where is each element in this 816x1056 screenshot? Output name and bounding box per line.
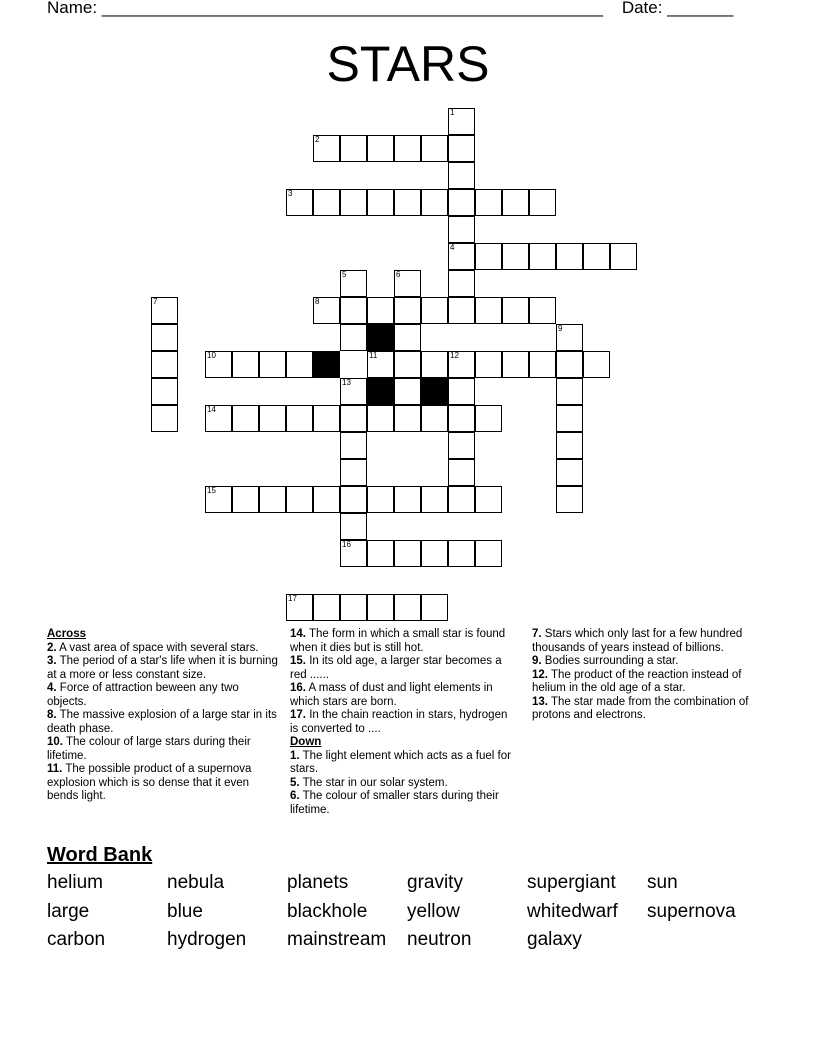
- clue-text: Stars which only last for a few hundred thousands of years instead of billions.: [532, 628, 743, 654]
- crossword-cell[interactable]: [205, 351, 232, 378]
- clue-number: 10.: [47, 736, 63, 748]
- clue-number: 3: [288, 189, 293, 198]
- clue-number: 5: [342, 270, 347, 279]
- crossword-cell[interactable]: [421, 405, 448, 432]
- crossword-cell[interactable]: [394, 297, 421, 324]
- crossword-cell[interactable]: [340, 486, 367, 513]
- down-clue: [532, 628, 764, 655]
- crossword-cell[interactable]: [259, 405, 286, 432]
- clue-text: The possible product of a supernova explosion which is so dense that it even bends light.: [47, 763, 252, 802]
- crossword-cell[interactable]: [394, 270, 421, 297]
- crossword-cell[interactable]: [313, 189, 340, 216]
- crossword-cell[interactable]: [367, 486, 394, 513]
- clue-number: 14.: [290, 628, 306, 640]
- crossword-cell[interactable]: [421, 189, 448, 216]
- crossword-cell[interactable]: [340, 270, 367, 297]
- crossword-cell[interactable]: [448, 270, 475, 297]
- crossword-cell[interactable]: [529, 297, 556, 324]
- word-bank-item: whitedwarf: [527, 900, 618, 922]
- across-clue: [290, 628, 514, 655]
- crossword-cell[interactable]: [394, 405, 421, 432]
- clue-number: 8: [315, 297, 320, 306]
- crossword-cell[interactable]: [421, 594, 448, 621]
- crossword-cell[interactable]: [259, 351, 286, 378]
- crossword-cell[interactable]: [151, 405, 178, 432]
- crossword-cell[interactable]: [448, 432, 475, 459]
- clue-number: 6: [396, 270, 401, 279]
- word-bank-item: nebula: [167, 872, 225, 893]
- crossword-cell[interactable]: [340, 405, 367, 432]
- crossword-cell[interactable]: [556, 351, 583, 378]
- crossword-cell[interactable]: [556, 405, 583, 432]
- word-bank-item: helium: [47, 872, 103, 893]
- clue-column-3: [532, 628, 764, 723]
- across-clue: [290, 709, 514, 736]
- crossword-cell[interactable]: [205, 486, 232, 513]
- crossword-cell[interactable]: [367, 405, 394, 432]
- down-heading: Down: [290, 736, 322, 748]
- clue-number: 10: [207, 351, 216, 360]
- crossword-cell[interactable]: [529, 189, 556, 216]
- crossword-cell[interactable]: [340, 135, 367, 162]
- clue-text: The colour of large stars during their lifetime.: [47, 736, 251, 762]
- crossword-black-cell: [313, 351, 340, 378]
- crossword-cell[interactable]: [340, 297, 367, 324]
- crossword-cell[interactable]: [367, 135, 394, 162]
- clue-text: The light element which acts as a fuel for stars.: [290, 749, 511, 775]
- clue-number: 1: [450, 108, 455, 117]
- clue-text: Bodies surrounding a star.: [541, 655, 679, 667]
- crossword-cell[interactable]: [448, 459, 475, 486]
- crossword-cell[interactable]: [232, 351, 259, 378]
- crossword-black-cell: [367, 378, 394, 405]
- crossword-cell[interactable]: [556, 324, 583, 351]
- crossword-cell[interactable]: [475, 297, 502, 324]
- crossword-cell[interactable]: [340, 459, 367, 486]
- down-clue: [532, 696, 764, 723]
- crossword-cell[interactable]: [475, 189, 502, 216]
- crossword-cell[interactable]: [286, 189, 313, 216]
- across-heading: Across: [47, 628, 86, 640]
- crossword-cell[interactable]: [394, 324, 421, 351]
- down-clue: [532, 669, 764, 696]
- word-bank-item: supergiant: [527, 872, 616, 893]
- crossword-cell[interactable]: [610, 243, 637, 270]
- crossword-cell[interactable]: [367, 297, 394, 324]
- crossword-cell[interactable]: [367, 189, 394, 216]
- down-clue: [290, 777, 514, 791]
- crossword-cell[interactable]: [151, 297, 178, 324]
- clue-text: The star in our solar system.: [299, 776, 448, 789]
- clue-text: The period of a star's life when it is burning at a more or less constant size.: [47, 655, 278, 681]
- word-bank-item: carbon: [47, 929, 106, 950]
- crossword-cell[interactable]: [448, 351, 475, 378]
- crossword-cell[interactable]: [448, 405, 475, 432]
- crossword-cell[interactable]: [286, 486, 313, 513]
- crossword-cell[interactable]: [394, 486, 421, 513]
- clue-number: 15: [207, 486, 216, 495]
- crossword-cell[interactable]: [502, 351, 529, 378]
- word-bank-item: yellow: [407, 900, 460, 922]
- down-clue: [290, 750, 514, 777]
- crossword-cell[interactable]: [286, 405, 313, 432]
- crossword-cell[interactable]: [394, 378, 421, 405]
- page-title: STARS: [326, 36, 490, 92]
- crossword-cell[interactable]: [448, 378, 475, 405]
- clue-text: In its old age, a larger star becomes a red ......: [290, 655, 502, 681]
- clue-text: The product of the reaction instead of helium in the old age of a star.: [532, 668, 742, 694]
- word-bank-item: supernova: [647, 900, 736, 922]
- crossword-cell[interactable]: [151, 324, 178, 351]
- crossword-black-cell: [421, 378, 448, 405]
- crossword-cell[interactable]: [421, 297, 448, 324]
- crossword-cell[interactable]: [259, 486, 286, 513]
- clue-text: The form in which a small star is found when it dies but is still hot.: [290, 628, 506, 654]
- clue-number: 15.: [290, 655, 306, 667]
- crossword-cell[interactable]: [421, 486, 448, 513]
- clue-number: 4: [450, 243, 455, 252]
- word-bank-item: blackhole: [287, 900, 368, 922]
- crossword-cell[interactable]: [475, 486, 502, 513]
- clue-number: 9.: [532, 655, 542, 667]
- crossword-cell[interactable]: [367, 594, 394, 621]
- crossword-cell[interactable]: [502, 189, 529, 216]
- crossword-cell[interactable]: [421, 540, 448, 567]
- clue-number: 5.: [290, 776, 300, 789]
- crossword-cell[interactable]: [448, 135, 475, 162]
- crossword-cell[interactable]: [583, 243, 610, 270]
- clue-number: 14: [207, 405, 216, 414]
- down-clue: [532, 655, 764, 669]
- clue-number: 12: [450, 351, 459, 360]
- clue-number: 3.: [47, 655, 57, 667]
- crossword-cell[interactable]: [448, 486, 475, 513]
- crossword-cell[interactable]: [286, 594, 313, 621]
- clue-column-1: [47, 628, 279, 804]
- crossword-cell[interactable]: [286, 351, 313, 378]
- crossword-cell[interactable]: [394, 540, 421, 567]
- crossword-cell[interactable]: [475, 540, 502, 567]
- crossword-cell[interactable]: [421, 135, 448, 162]
- clue-number: 8.: [47, 709, 57, 721]
- date-blank[interactable]: _______: [667, 0, 734, 17]
- clue-text: In the chain reaction in stars, hydrogen is converted to ....: [290, 709, 508, 735]
- across-clue: [47, 642, 279, 656]
- crossword-cell[interactable]: [475, 351, 502, 378]
- crossword-cell[interactable]: [340, 378, 367, 405]
- crossword-cell[interactable]: [151, 378, 178, 405]
- crossword-cell[interactable]: [448, 189, 475, 216]
- crossword-cell[interactable]: [448, 540, 475, 567]
- clue-text: The star made from the combination of protons and electrons.: [532, 695, 749, 721]
- across-clue: [47, 709, 279, 736]
- clue-number: 6.: [290, 790, 300, 802]
- across-clue: [47, 655, 279, 682]
- crossword-cell[interactable]: [556, 243, 583, 270]
- across-clue: [290, 655, 514, 682]
- word-bank-item: neutron: [407, 929, 472, 950]
- name-blank[interactable]: _____________________________________________________: [101, 0, 603, 17]
- crossword-cell[interactable]: [340, 594, 367, 621]
- crossword-cell[interactable]: [475, 405, 502, 432]
- clue-number: 13: [342, 378, 351, 387]
- crossword-cell[interactable]: [583, 351, 610, 378]
- clue-number: 12.: [532, 668, 548, 681]
- crossword-cell[interactable]: [529, 243, 556, 270]
- word-bank-item: planets: [287, 872, 349, 893]
- clue-text: Force of attraction beween any two objects.: [47, 682, 239, 708]
- crossword-cell[interactable]: [556, 378, 583, 405]
- crossword-cell[interactable]: [448, 243, 475, 270]
- clue-number: 1.: [290, 749, 300, 762]
- crossword-cell[interactable]: [394, 189, 421, 216]
- clue-number: 17: [288, 594, 297, 603]
- crossword-cell[interactable]: [340, 540, 367, 567]
- word-bank-title: Word Bank: [47, 844, 153, 866]
- word-bank-item: gravity: [407, 872, 463, 893]
- crossword-cell[interactable]: [394, 135, 421, 162]
- clue-text: The colour of smaller stars during their lifetime.: [290, 790, 499, 816]
- crossword-cell[interactable]: [205, 405, 232, 432]
- clue-number: 7.: [532, 628, 542, 640]
- clue-number: 16.: [290, 682, 306, 694]
- word-bank-item: blue: [167, 900, 203, 922]
- clue-number: 11: [369, 351, 378, 360]
- crossword-cell[interactable]: [313, 405, 340, 432]
- crossword-cell[interactable]: [232, 405, 259, 432]
- clue-number: 9: [558, 324, 563, 333]
- crossword-cell[interactable]: [448, 108, 475, 135]
- clue-text: A vast area of space with several stars.: [56, 641, 259, 654]
- word-bank-item: large: [47, 900, 90, 922]
- crossword-black-cell: [367, 324, 394, 351]
- down-clue: [290, 790, 514, 817]
- crossword-cell[interactable]: [448, 297, 475, 324]
- crossword-cell[interactable]: [502, 243, 529, 270]
- crossword-cell[interactable]: [448, 216, 475, 243]
- across-clue: [47, 736, 279, 763]
- crossword-cell[interactable]: [502, 297, 529, 324]
- crossword-cell[interactable]: [340, 324, 367, 351]
- crossword-cell[interactable]: [367, 351, 394, 378]
- crossword-cell[interactable]: [313, 594, 340, 621]
- crossword-cell[interactable]: [421, 351, 448, 378]
- across-clue: [290, 682, 514, 709]
- crossword-cell[interactable]: [394, 351, 421, 378]
- clue-number: 16: [342, 540, 351, 549]
- crossword-cell[interactable]: [556, 432, 583, 459]
- clue-text: The massive explosion of a large star in its death phase.: [47, 709, 277, 735]
- word-bank-item: sun: [647, 872, 678, 893]
- crossword-cell[interactable]: [367, 540, 394, 567]
- clue-column-2: [290, 628, 514, 817]
- clue-text: A mass of dust and light elements in which stars are born.: [290, 682, 493, 708]
- crossword-cell[interactable]: [313, 486, 340, 513]
- crossword-cell[interactable]: [151, 351, 178, 378]
- crossword-cell[interactable]: [556, 486, 583, 513]
- name-label: Name:: [47, 0, 98, 17]
- crossword-cell[interactable]: [529, 351, 556, 378]
- crossword-cell[interactable]: [394, 594, 421, 621]
- clue-number: 17.: [290, 709, 306, 721]
- crossword-cell[interactable]: [556, 459, 583, 486]
- crossword-cell[interactable]: [340, 513, 367, 540]
- crossword-cell[interactable]: [232, 486, 259, 513]
- word-bank-item: mainstream: [287, 929, 387, 950]
- clue-number: 4.: [47, 682, 57, 694]
- date-label: Date:: [621, 0, 663, 17]
- across-clue: [47, 682, 279, 709]
- clue-number: 7: [153, 297, 158, 306]
- word-bank-item: galaxy: [527, 929, 582, 950]
- clue-number: 11.: [47, 763, 63, 775]
- crossword-cell[interactable]: [313, 297, 340, 324]
- crossword-cell[interactable]: [475, 243, 502, 270]
- crossword-cell[interactable]: [340, 189, 367, 216]
- clue-number: 13.: [532, 695, 548, 708]
- crossword-cell[interactable]: [448, 162, 475, 189]
- word-bank-item: hydrogen: [167, 929, 247, 950]
- crossword-cell[interactable]: [340, 432, 367, 459]
- clue-number: 2.: [47, 641, 57, 654]
- across-clue: [47, 763, 279, 804]
- crossword-cell[interactable]: [313, 135, 340, 162]
- clue-number: 2: [315, 135, 320, 144]
